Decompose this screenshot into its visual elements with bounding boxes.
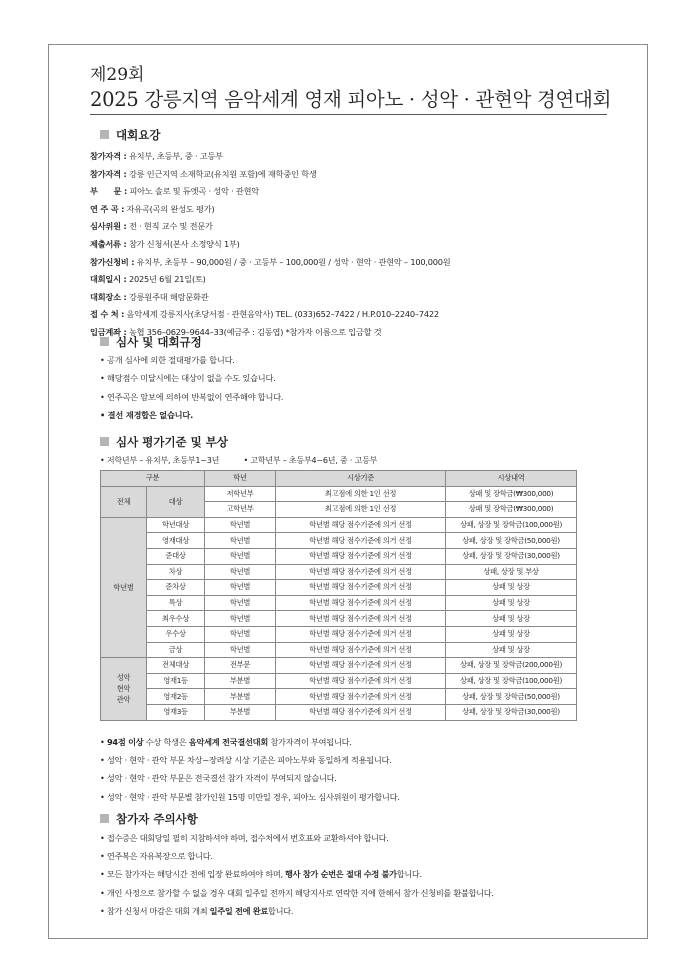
basis-cell: 학년별 해당 점수기준에 의거 선정 [276, 673, 446, 689]
grade-cell: 학년별 [205, 595, 276, 611]
award-cell: 상패 및 상장 [446, 595, 577, 611]
list-item: • 해당점수 미달시에는 대상이 없을 수도 있습니다. [100, 373, 276, 384]
square-bullet-icon [100, 814, 109, 823]
award-cell: 상패, 상장 및 장학금(200,000원) [446, 658, 577, 674]
grade-cell: 학년별 [205, 548, 276, 564]
group-cell: 학년별 [101, 517, 147, 657]
award-name-cell: 영재3등 [147, 704, 205, 720]
basis-cell: 학년별 해당 점수기준에 의거 선정 [276, 517, 446, 533]
table-row [101, 533, 577, 549]
grade-cell: 부분별 [205, 689, 276, 705]
basis-cell: 학년별 해당 점수기준에 의거 선정 [276, 611, 446, 627]
list-item: • 결선 재경합은 없습니다. [100, 410, 193, 421]
award-name-cell: 최우수상 [147, 611, 205, 627]
grade-cell: 부분별 [205, 704, 276, 720]
list-item: • 성악 · 현악 · 관악 부문은 전국결선 참가 자격이 부여되지 않습니다. [100, 773, 337, 784]
table-row [101, 580, 577, 596]
award-name-cell: 영재1등 [147, 673, 205, 689]
basis-cell: 학년별 해당 점수기준에 의거 선정 [276, 580, 446, 596]
basis-cell: 최고점에 의한 1인 선정 [276, 486, 446, 502]
square-bullet-icon [100, 130, 109, 139]
award-name-cell: 금상 [147, 642, 205, 658]
list-item: • 참가 신청서 마감은 대회 개최 일주일 전에 완료합니다. [100, 905, 294, 916]
basis-cell: 학년별 해당 점수기준에 의거 선정 [276, 564, 446, 580]
table-row [101, 486, 577, 502]
overview-row: 참가자격 : 유치부, 초등부, 중 · 고등부 [90, 151, 223, 161]
square-bullet-icon [100, 437, 109, 446]
page-title: 2025 강릉지역 음악세계 영재 피아노 · 성악 · 관현악 경연대회 [90, 88, 612, 111]
note-low-grade: • 저학년부 – 유치부, 초등부1~3년 [100, 456, 220, 465]
table-row [101, 626, 577, 642]
table-row [101, 704, 577, 720]
criteria-notes [100, 733, 400, 806]
list-item: • 공개 심사에 의한 절대평가를 합니다. [100, 355, 235, 365]
grade-cell: 학년별 [205, 564, 276, 580]
list-item: • 94점 이상 수상 학생은 음악세계 전국결선대회 참가자격이 부여됩니다. [100, 737, 352, 747]
table-row [101, 658, 577, 674]
award-cell: 상패 및 장학금(₩300,000) [446, 486, 577, 502]
table-row [101, 611, 577, 627]
award-name-cell: 영재2등 [147, 689, 205, 705]
award-name-cell: 영재대상 [147, 533, 205, 549]
list-item: • 성악 · 현악 · 관악 부문 차상~장려상 시상 기준은 피아노부와 동일하게 적용됩니다. [100, 755, 392, 766]
overview-list [90, 148, 450, 342]
overview-row: 입금계좌 : 농협 356–0629–9644–33(예금주 : 김동엽) *참가자 이름으로 입금할 것 [90, 326, 382, 337]
list-item: • 연주곡은 암보에 의하여 반복없이 연주해야 합니다. [100, 391, 284, 402]
award-name-cell: 준대상 [147, 548, 205, 564]
section-heading-overview: 대회요강 [100, 127, 160, 143]
table-row [101, 548, 577, 564]
section-heading-notice: 참가자 주의사항 [100, 811, 198, 827]
basis-cell: 학년별 해당 점수기준에 의거 선정 [276, 595, 446, 611]
list-item: • 개인 사정으로 참가할 수 없을 경우 대회 일주일 전까지 해당지사로 연락한 지에 한해서 참가 신청비를 환불합니다. [100, 887, 494, 898]
column-header: 시상내역 [446, 471, 577, 487]
list-item: • 접수증은 대회당일 필히 지참하셔야 하며, 접수처에서 번호표와 교환하셔야 합니다. [100, 833, 389, 843]
award-cell: 상패 및 상장 [446, 626, 577, 642]
edition-label: 제29회 [90, 65, 145, 85]
award-name-cell: 학년대상 [147, 517, 205, 533]
overview-row: 제출서류 : 참가 신청서(본사 소정양식 1부) [90, 238, 240, 249]
award-cell: 상패, 상장 및 장학금(100,000원) [446, 673, 577, 689]
award-cell: 상패, 상장 및 장학금(100,000원) [446, 517, 577, 533]
award-cell: 상패 및 장학금(₩300,000) [446, 502, 577, 518]
overview-row: 부 문 : 피아노 솔로 및 듀엣곡 · 성악 · 관현악 [90, 186, 260, 197]
award-name-cell: 준차상 [147, 580, 205, 596]
square-bullet-icon [100, 337, 109, 346]
group-cell: 전체 [101, 486, 147, 517]
award-cell: 상패, 상장 및 부상 [446, 564, 577, 580]
table-header-row [101, 471, 577, 487]
column-header: 시상기준 [276, 471, 446, 487]
notice-list [100, 829, 494, 920]
table-row [101, 517, 577, 533]
list-item: • 성악 · 현악 · 관악 부문별 참가인원 15명 미만일 경우, 피아노 심사위원이 평가합니다. [100, 791, 400, 802]
grade-cell: 고학년부 [205, 502, 276, 518]
award-name-cell: 우수상 [147, 626, 205, 642]
award-cell: 상패, 상장 및 장학금(30,000원) [446, 704, 577, 720]
award-cell: 상패 및 상장 [446, 580, 577, 596]
basis-cell: 학년별 해당 점수기준에 의거 선정 [276, 533, 446, 549]
grade-cell: 저학년부 [205, 486, 276, 502]
overview-row: 연 주 곡 : 자유곡(곡의 완성도 평가) [90, 203, 215, 214]
overview-row: 접 수 처 : 음악세계 강릉지사(초당서점 · 관현음악사) TEL. (033)652–7422 / H.P.010–2240–7422 [90, 309, 439, 320]
award-cell: 상패 및 상장 [446, 611, 577, 627]
title-divider [90, 114, 607, 115]
award-name-cell: 대상 [147, 486, 205, 517]
basis-cell: 학년별 해당 점수기준에 의거 선정 [276, 626, 446, 642]
grade-cell: 부분별 [205, 673, 276, 689]
basis-cell: 학년별 해당 점수기준에 의거 선정 [276, 548, 446, 564]
award-name-cell: 특상 [147, 595, 205, 611]
grade-notes [100, 455, 399, 466]
basis-cell: 학년별 해당 점수기준에 의거 선정 [276, 658, 446, 674]
basis-cell: 학년별 해당 점수기준에 의거 선정 [276, 689, 446, 705]
award-cell: 상패 및 상장 [446, 642, 577, 658]
section-heading-rules: 심사 및 대회규정 [100, 334, 202, 350]
overview-row: 참가신청비 : 유치부, 초등부 – 90,000원 / 중 · 고등부 – 100,000원 / 성악 · 현악 · 관현악 – 100,000원 [90, 256, 451, 267]
table-row [101, 673, 577, 689]
grade-cell: 전부문 [205, 658, 276, 674]
table-row [101, 564, 577, 580]
grade-cell: 학년별 [205, 580, 276, 596]
table-row [101, 642, 577, 658]
overview-row: 참가자격 : 강릉 인근지역 소재학교(유치원 포함)에 재학중인 학생 [90, 168, 317, 179]
section-heading-criteria: 심사 평가기준 및 부상 [100, 434, 228, 450]
award-cell: 상패, 상장 및 장학금(50,000원) [446, 689, 577, 705]
basis-cell: 학년별 해당 점수기준에 의거 선정 [276, 704, 446, 720]
basis-cell: 학년별 해당 점수기준에 의거 선정 [276, 642, 446, 658]
grade-cell: 학년별 [205, 611, 276, 627]
rules-list [100, 351, 283, 425]
award-cell: 상패, 상장 및 장학금(30,000원) [446, 548, 577, 564]
table-row [101, 595, 577, 611]
overview-row: 심사위원 : 전 · 현직 교수 및 전문가 [90, 221, 213, 232]
award-table [100, 470, 577, 721]
grade-cell: 학년별 [205, 517, 276, 533]
table-row [101, 689, 577, 705]
note-high-grade: • 고학년부 – 초등부4~6년, 중 · 고등부 [243, 456, 378, 465]
grade-cell: 학년별 [205, 642, 276, 658]
list-item: • 연주복은 자유복장으로 합니다. [100, 851, 213, 862]
list-item: • 모든 참가자는 해당시간 전에 입장 완료하여야 하며, 행사 참가 순번은 절대 수정 불가합니다. [100, 869, 422, 880]
award-name-cell: 전체대상 [147, 658, 205, 674]
overview-row: 대회일시 : 2025년 6월 21일(토) [90, 274, 206, 285]
basis-cell: 최고점에 의한 1인 선정 [276, 502, 446, 518]
grade-cell: 학년별 [205, 533, 276, 549]
award-name-cell: 차상 [147, 564, 205, 580]
award-cell: 상패, 상장 및 장학금(50,000원) [446, 533, 577, 549]
column-header: 학년 [205, 471, 276, 487]
column-header: 구분 [101, 471, 205, 487]
overview-row: 대회장소 : 강릉원주대 해람문화관 [90, 291, 209, 302]
group-cell: 성악 현악 관악 [101, 658, 147, 720]
grade-cell: 학년별 [205, 626, 276, 642]
